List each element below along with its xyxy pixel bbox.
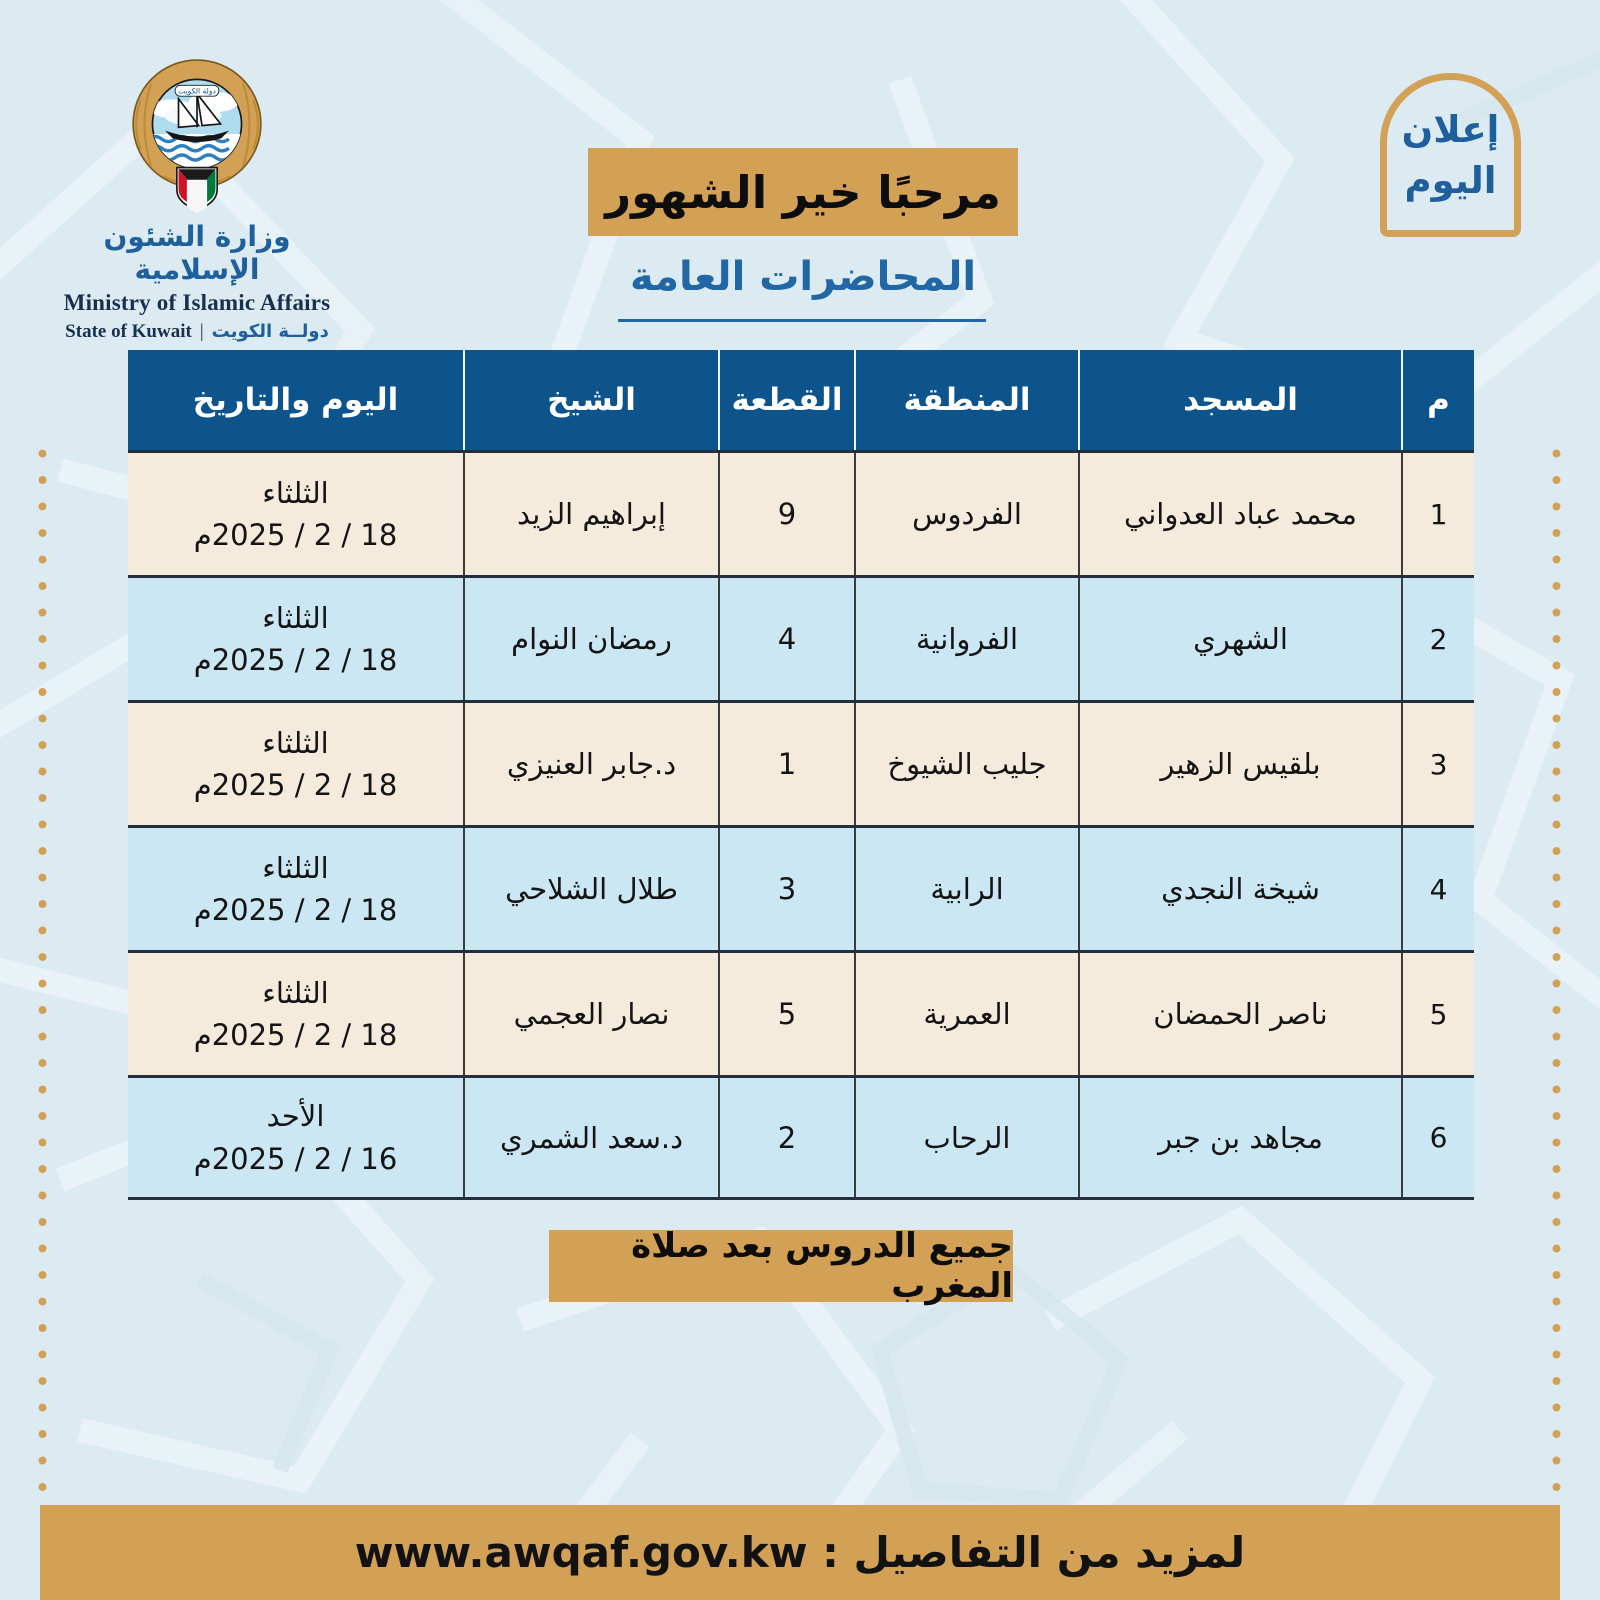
separator: |: [199, 321, 204, 342]
cell-area: جليب الشيوخ: [854, 703, 1078, 825]
cell-day: الثلثاء: [262, 975, 329, 1010]
cell-number: 3: [1401, 703, 1474, 825]
table-row: [128, 575, 1474, 700]
cell-day-and-date: [128, 828, 463, 950]
table-row: [128, 1075, 1474, 1200]
announcement-day-badge: [1380, 73, 1521, 237]
col-header-day-and-date: اليوم والتاريخ: [192, 382, 399, 418]
col-header-sheikh: الشيخ: [463, 350, 718, 450]
cell-sheikh: نصار العجمي: [463, 953, 718, 1075]
table-row: [128, 950, 1474, 1075]
col-header-number: م: [1401, 350, 1474, 450]
cell-area: الرحاب: [854, 1078, 1078, 1197]
cell-day: الأحد: [266, 1099, 325, 1134]
cell-date: 18 / 2 / 2025م: [193, 893, 398, 927]
state-english: State of Kuwait: [65, 321, 192, 342]
state-of-kuwait-line: [52, 321, 342, 343]
cell-block: 3: [718, 828, 854, 950]
ministry-name-english: Ministry of Islamic Affairs: [63, 290, 331, 315]
col-header-block: القطعة: [718, 350, 854, 450]
state-arabic: دولــة الكويت: [211, 321, 329, 342]
cell-date: 18 / 2 / 2025م: [193, 768, 398, 802]
footer-bar: [40, 1505, 1560, 1600]
cell-day-and-date: [128, 953, 463, 1075]
cell-number: 1: [1401, 453, 1474, 575]
cell-area: الفردوس: [854, 453, 1078, 575]
cell-date: 18 / 2 / 2025م: [193, 1018, 398, 1052]
emblem-top-text: دولة الكويت: [178, 86, 216, 96]
cell-number: 5: [1401, 953, 1474, 1075]
cell-number: 4: [1401, 828, 1474, 950]
cell-block: 9: [718, 453, 854, 575]
cell-day: الثلثاء: [262, 475, 329, 510]
ministry-logo-block: [52, 50, 342, 343]
table-header-row: [128, 350, 1474, 450]
cell-mosque: بلقيس الزهير: [1078, 703, 1401, 825]
cell-block: 1: [718, 703, 854, 825]
cell-sheikh: طلال الشلاحي: [463, 828, 718, 950]
cell-mosque: الشهري: [1078, 578, 1401, 700]
ministry-name-arabic: وزارة الشئون الإسلامية: [103, 220, 291, 286]
page-subtitle: المحاضرات العامة: [629, 254, 977, 300]
cell-sheikh: رمضان النوام: [463, 578, 718, 700]
cell-area: الفروانية: [854, 578, 1078, 700]
cell-day-and-date: [128, 1078, 463, 1197]
cell-mosque: شيخة النجدي: [1078, 828, 1401, 950]
cell-mosque: مجاهد بن جبر: [1078, 1078, 1401, 1197]
title-banner: مرحبًا خير الشهور: [588, 148, 1018, 236]
cell-mosque: محمد عباد العدواني: [1078, 453, 1401, 575]
cell-number: 6: [1401, 1078, 1474, 1197]
table-row: [128, 450, 1474, 575]
cell-block: 2: [718, 1078, 854, 1197]
dotted-border-left: [38, 448, 47, 1503]
cell-day-and-date: [128, 578, 463, 700]
cell-sheikh: إبراهيم الزيد: [463, 453, 718, 575]
cell-number: 2: [1401, 578, 1474, 700]
cell-mosque: ناصر الحمضان: [1078, 953, 1401, 1075]
cell-area: الرابية: [854, 828, 1078, 950]
cell-date: 18 / 2 / 2025م: [193, 643, 398, 677]
cell-date: 16 / 2 / 2025م: [193, 1141, 398, 1176]
cell-sheikh: د.جابر العنيزي: [463, 703, 718, 825]
badge-line-2: اليوم: [1404, 159, 1497, 202]
cell-block: 4: [718, 578, 854, 700]
cell-day: الثلثاء: [262, 600, 329, 635]
col-header-area: المنطقة: [854, 350, 1078, 450]
cell-area: العمرية: [854, 953, 1078, 1075]
cell-day-and-date: [128, 703, 463, 825]
col-header-mosque: المسجد: [1078, 350, 1401, 450]
subtitle-underline: [618, 319, 986, 322]
cell-day: الثلثاء: [262, 725, 329, 760]
cell-day: الثلثاء: [262, 850, 329, 885]
table-row: [128, 700, 1474, 825]
table-body: [128, 450, 1474, 1200]
cell-day-and-date: [128, 453, 463, 575]
lectures-table: [128, 350, 1474, 1200]
table-row: [128, 825, 1474, 950]
dotted-border-right: [1552, 448, 1561, 1503]
footer-details-text: لمزيد من التفاصيل : www.awqaf.gov.kw: [354, 1528, 1246, 1577]
badge-line-1: إعلان: [1401, 108, 1500, 151]
maghrib-note-banner: جميع الدروس بعد صلاة المغرب: [549, 1230, 1013, 1302]
kuwait-emblem-icon: [113, 50, 281, 218]
cell-block: 5: [718, 953, 854, 1075]
cell-sheikh: د.سعد الشمري: [463, 1078, 718, 1197]
cell-date: 18 / 2 / 2025م: [193, 518, 398, 552]
